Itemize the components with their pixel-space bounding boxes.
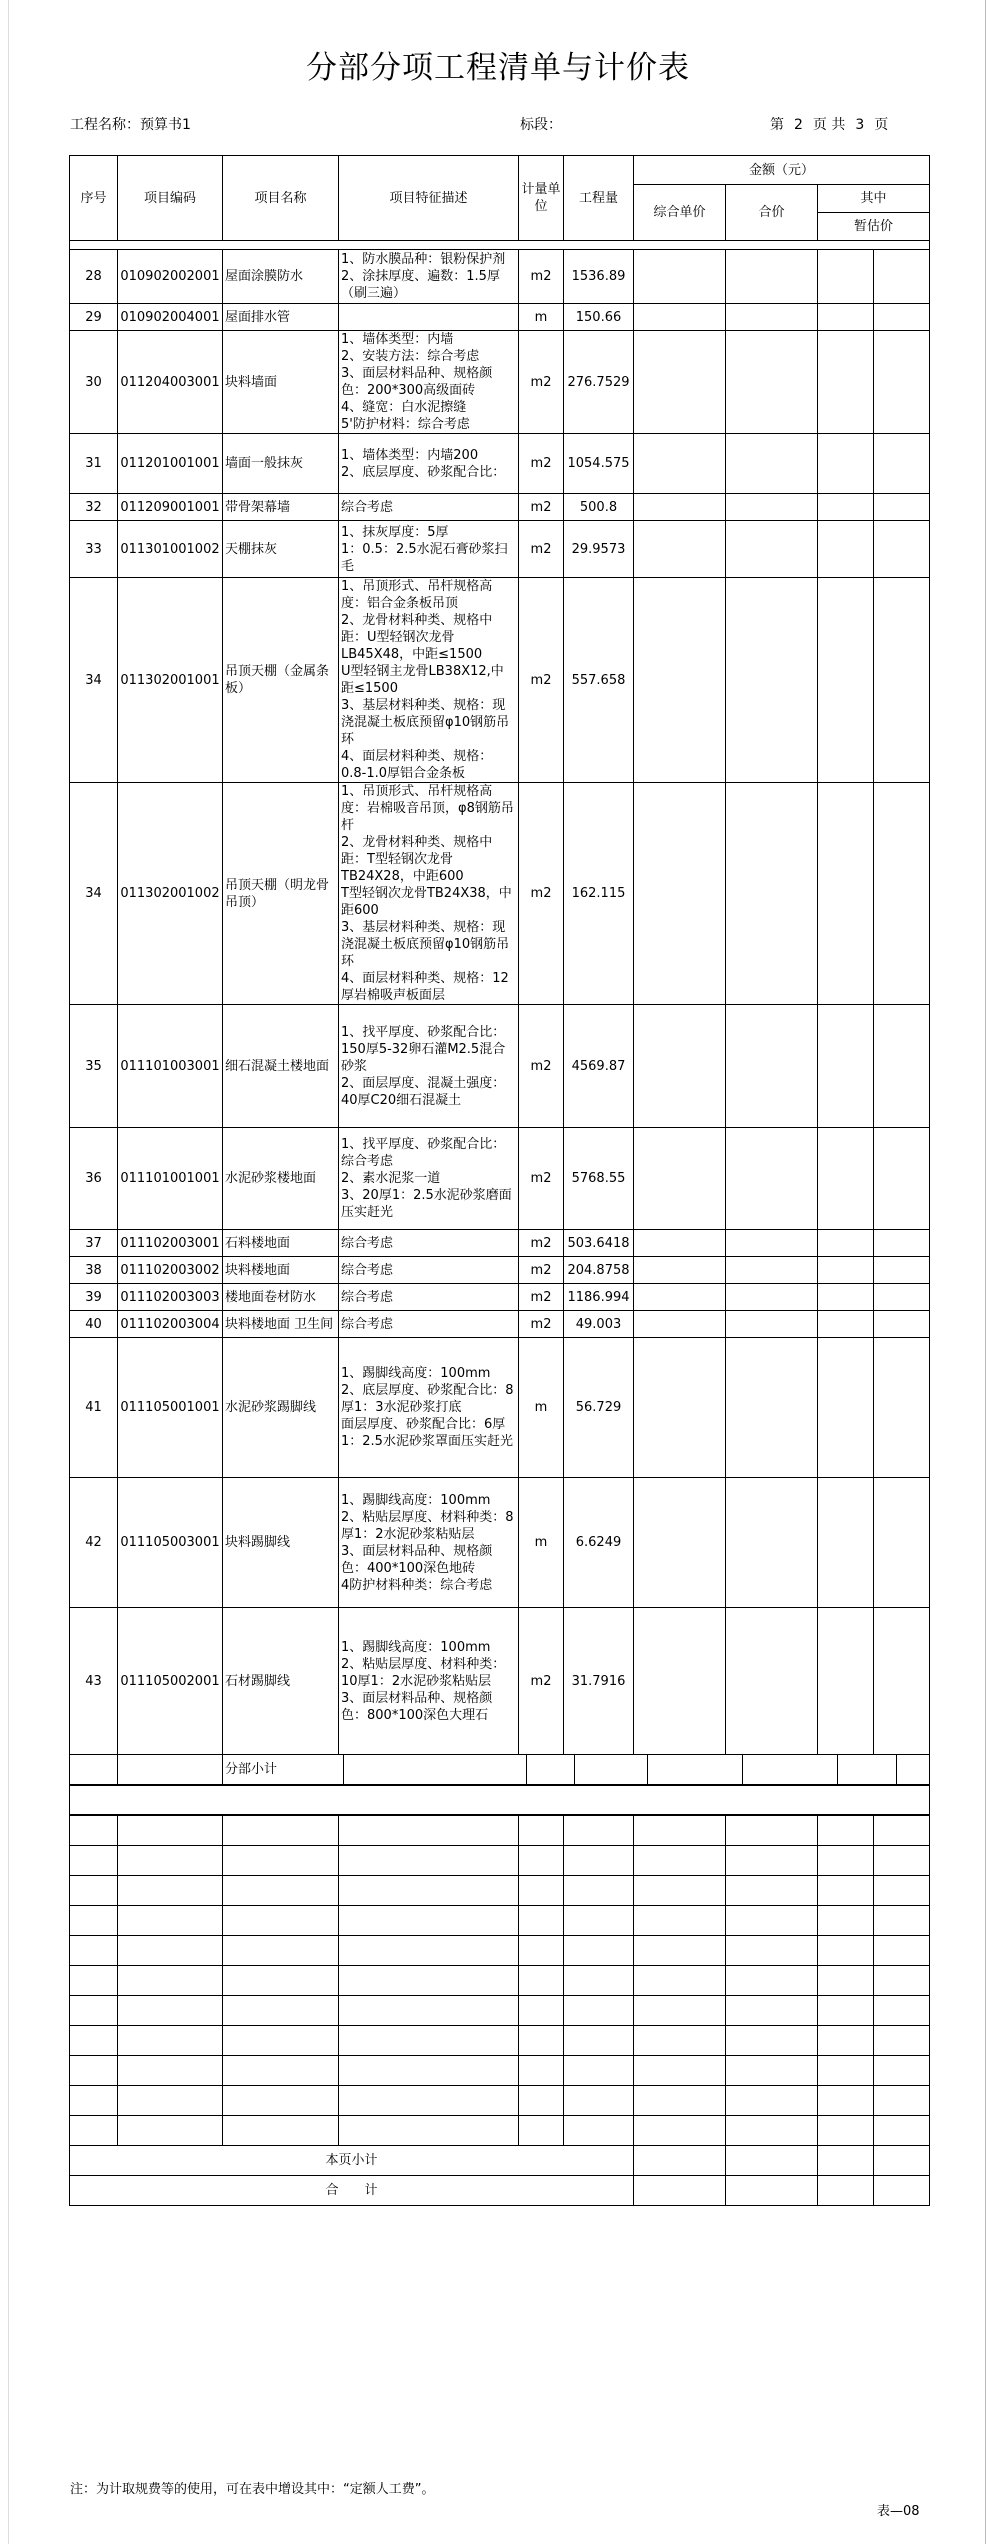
row-name: 水泥砂浆楼地面	[223, 1128, 339, 1230]
grand-total-row	[70, 2176, 930, 2206]
row-name: 块料墙面	[223, 331, 339, 434]
row-desc	[339, 304, 519, 331]
page-prefix: 第	[770, 117, 784, 133]
page-title: 分部分项工程清单与计价表	[306, 50, 690, 86]
row-amount-cell	[634, 1128, 726, 1230]
row-amount-cell	[874, 494, 930, 521]
row-amount-cell	[874, 783, 930, 1005]
header-qty: 工程量	[564, 156, 634, 241]
row-no: 42	[70, 1478, 118, 1608]
table-row	[70, 304, 930, 331]
row-qty: 162.115	[564, 783, 634, 1005]
row-amount-cell	[874, 434, 930, 494]
row-name: 吊顶天棚（金属条板）	[223, 578, 339, 783]
row-qty: 276.7529	[564, 331, 634, 434]
row-code: 011105001001	[118, 1338, 223, 1478]
row-qty: 1536.89	[564, 250, 634, 304]
row-name: 屋面排水管	[223, 304, 339, 331]
row-code: 010902002001	[118, 250, 223, 304]
row-unit: m2	[519, 250, 564, 304]
row-code: 011102003001	[118, 1230, 223, 1257]
page-total: 3	[855, 117, 865, 133]
row-amount-cell	[634, 521, 726, 578]
row-name: 块料踢脚线	[223, 1478, 339, 1608]
row-unit: m2	[519, 434, 564, 494]
row-desc: 1、墙体类型：内墙200 2、底层厚度、砂浆配合比：	[339, 434, 519, 494]
row-name: 吊顶天棚（明龙骨吊顶）	[223, 783, 339, 1005]
header-provisional: 暂估价	[818, 213, 930, 241]
table-row	[70, 1284, 930, 1311]
page-indicator	[770, 114, 898, 134]
row-amount-cell	[874, 1608, 930, 1755]
table-row	[70, 1128, 930, 1230]
page-edge-right	[985, 0, 986, 2544]
row-amount-cell	[874, 1478, 930, 1608]
row-amount-cell	[818, 1128, 874, 1230]
row-amount-cell	[634, 1311, 726, 1338]
row-desc: 1、吊顶形式、吊杆规格高度：铝合金条板吊顶 2、龙骨材料种类、规格中距：U型轻钢次龙骨LB45X48，中距≤1500 U型轻钢主龙骨LB38X12,中距≤1500 3、基层材料种类、规格：现浇混凝土板底预留φ10钢筋吊环 4、面层材料种类、规格：0.8-1.0厚铝合金条板	[339, 578, 519, 783]
row-amount-cell	[726, 783, 818, 1005]
row-code: 011201001001	[118, 434, 223, 494]
row-amount-cell	[634, 494, 726, 521]
row-no: 40	[70, 1311, 118, 1338]
row-unit: m2	[519, 521, 564, 578]
blank-row	[70, 1815, 930, 1846]
row-amount-cell	[726, 304, 818, 331]
row-unit: m	[519, 1338, 564, 1478]
row-amount-cell	[874, 304, 930, 331]
row-qty: 4569.87	[564, 1005, 634, 1128]
row-amount-cell	[874, 1230, 930, 1257]
row-desc: 综合考虑	[339, 494, 519, 521]
row-amount-cell	[818, 1230, 874, 1257]
row-amount-cell	[634, 578, 726, 783]
row-no: 43	[70, 1608, 118, 1755]
row-no: 38	[70, 1257, 118, 1284]
page-subtotal-label: 本页小计	[70, 2146, 634, 2176]
header-total: 合价	[726, 185, 818, 241]
row-desc: 综合考虑	[339, 1230, 519, 1257]
row-unit: m2	[519, 1311, 564, 1338]
row-name: 墙面一般抹灰	[223, 434, 339, 494]
row-amount-cell	[726, 1311, 818, 1338]
header-desc: 项目特征描述	[339, 156, 519, 241]
page-subtotal-row	[70, 2146, 930, 2176]
row-desc: 1、墙体类型：内墙 2、安装方法：综合考虑 3、面层材料品种、规格颜色：200*300高级面砖 4、缝宽：白水泥擦缝 5'防护材料：综合考虑	[339, 331, 519, 434]
blank-row	[70, 2056, 930, 2086]
row-amount-cell	[726, 331, 818, 434]
form-number: 表—08	[877, 2504, 920, 2519]
row-qty: 6.6249	[564, 1478, 634, 1608]
row-code: 011105002001	[118, 1608, 223, 1755]
row-amount-cell	[818, 1257, 874, 1284]
row-amount-cell	[726, 1608, 818, 1755]
header-code: 项目编码	[118, 156, 223, 241]
row-no: 29	[70, 304, 118, 331]
row-amount-cell	[818, 250, 874, 304]
table-row	[70, 1230, 930, 1257]
row-amount-cell	[874, 331, 930, 434]
footer-note: 注：为计取规费等的使用，可在表中增设其中：“定额人工费”。	[70, 2482, 435, 2497]
row-code: 010902004001	[118, 304, 223, 331]
row-unit: m	[519, 304, 564, 331]
row-amount-cell	[818, 1005, 874, 1128]
row-amount-cell	[726, 521, 818, 578]
row-amount-cell	[818, 578, 874, 783]
row-amount-cell	[726, 578, 818, 783]
row-qty: 56.729	[564, 1338, 634, 1478]
row-qty: 204.8758	[564, 1257, 634, 1284]
row-unit: m2	[519, 1128, 564, 1230]
row-no: 32	[70, 494, 118, 521]
row-no: 39	[70, 1284, 118, 1311]
bill-table	[69, 155, 930, 2206]
row-amount-cell	[818, 1284, 874, 1311]
row-name: 水泥砂浆踢脚线	[223, 1338, 339, 1478]
row-name: 块料楼地面	[223, 1257, 339, 1284]
row-qty: 1186.994	[564, 1284, 634, 1311]
row-code: 011102003002	[118, 1257, 223, 1284]
row-amount-cell	[634, 783, 726, 1005]
row-unit: m2	[519, 1608, 564, 1755]
row-amount-cell	[634, 1608, 726, 1755]
header-of-which: 其中	[818, 185, 930, 213]
blank-row	[70, 1876, 930, 1906]
row-amount-cell	[874, 250, 930, 304]
row-amount-cell	[634, 304, 726, 331]
header-no: 序号	[70, 156, 118, 241]
row-qty: 503.6418	[564, 1230, 634, 1257]
row-amount-cell	[874, 1284, 930, 1311]
row-desc: 1、找平厚度、砂浆配合比：综合考虑 2、素水泥浆一道 3、20厚1：2.5水泥砂浆磨面压实赶光	[339, 1128, 519, 1230]
row-amount-cell	[726, 434, 818, 494]
blank-rows	[70, 1815, 930, 2146]
header-amount: 金额（元）	[634, 156, 930, 185]
row-no: 37	[70, 1230, 118, 1257]
row-no: 41	[70, 1338, 118, 1478]
section-label-text: 标段：	[520, 117, 562, 133]
row-amount-cell	[634, 1338, 726, 1478]
row-desc: 1、踢脚线高度：100mm 2、底层厚度、砂浆配合比：8厚1：3水泥砂浆打底 面层厚度、砂浆配合比：6厚1：2.5水泥砂浆罩面压实赶光	[339, 1338, 519, 1478]
row-qty: 1054.575	[564, 434, 634, 494]
blank-row	[70, 1996, 930, 2026]
row-code: 011209001001	[118, 494, 223, 521]
row-amount-cell	[818, 1338, 874, 1478]
bill-rows	[70, 250, 930, 1755]
row-amount-cell	[726, 494, 818, 521]
table-row	[70, 783, 930, 1005]
row-name: 石材踢脚线	[223, 1608, 339, 1755]
row-name: 细石混凝土楼地面	[223, 1005, 339, 1128]
row-name: 带骨架幕墙	[223, 494, 339, 521]
row-amount-cell	[634, 434, 726, 494]
row-no: 30	[70, 331, 118, 434]
row-amount-cell	[818, 494, 874, 521]
row-amount-cell	[818, 1478, 874, 1608]
project-name	[70, 114, 201, 134]
row-unit: m2	[519, 783, 564, 1005]
row-amount-cell	[818, 331, 874, 434]
blank-row	[70, 1966, 930, 1996]
row-amount-cell	[726, 250, 818, 304]
row-no: 31	[70, 434, 118, 494]
blank-row	[70, 1906, 930, 1936]
blank-row	[70, 1936, 930, 1966]
row-amount-cell	[874, 1338, 930, 1478]
page-suffix: 页	[874, 117, 889, 133]
row-amount-cell	[726, 1338, 818, 1478]
grand-total-label: 合 计	[70, 2176, 634, 2206]
row-amount-cell	[874, 1257, 930, 1284]
row-desc: 1、吊顶形式、吊杆规格高度：岩棉吸音吊顶，φ8钢筋吊杆 2、龙骨材料种类、规格中距：T型轻钢次龙骨TB24X28，中距600 T型轻钢次龙骨TB24X38，中距600 3、基层材料种类、规格：现浇混凝土板底预留φ10钢筋吊环 4、面层材料种类、规格：12厚岩棉吸声板面层	[339, 783, 519, 1005]
row-unit: m2	[519, 331, 564, 434]
row-no: 35	[70, 1005, 118, 1128]
project-label: 工程名称：	[70, 117, 140, 133]
row-amount-cell	[726, 1005, 818, 1128]
row-qty: 150.66	[564, 304, 634, 331]
row-desc: 综合考虑	[339, 1311, 519, 1338]
row-code: 011301001002	[118, 521, 223, 578]
row-unit: m2	[519, 1257, 564, 1284]
row-qty: 49.003	[564, 1311, 634, 1338]
header-unit-price: 综合单价	[634, 185, 726, 241]
table-row	[70, 331, 930, 434]
header-unit: 计量单位	[519, 156, 564, 241]
row-unit: m2	[519, 1230, 564, 1257]
row-code: 011302001002	[118, 783, 223, 1005]
row-no: 36	[70, 1128, 118, 1230]
blank-row	[70, 1846, 930, 1876]
row-name: 屋面涂膜防水	[223, 250, 339, 304]
row-name: 天棚抹灰	[223, 521, 339, 578]
row-amount-cell	[818, 783, 874, 1005]
row-amount-cell	[726, 1478, 818, 1608]
blank-row	[70, 2086, 930, 2116]
table-row	[70, 434, 930, 494]
subtotal-code	[118, 1755, 223, 1786]
row-amount-cell	[874, 578, 930, 783]
row-amount-cell	[874, 521, 930, 578]
row-no: 28	[70, 250, 118, 304]
section-gap	[70, 1785, 930, 1815]
subtotal-label: 分部小计	[223, 1755, 344, 1784]
row-amount-cell	[634, 1478, 726, 1608]
row-amount-cell	[726, 1257, 818, 1284]
row-unit: m2	[519, 1005, 564, 1128]
table-row	[70, 521, 930, 578]
table-row	[70, 578, 930, 783]
row-name: 块料楼地面 卫生间	[223, 1311, 339, 1338]
row-amount-cell	[726, 1230, 818, 1257]
row-code: 011101003001	[118, 1005, 223, 1128]
table-row	[70, 1478, 930, 1608]
header-name: 项目名称	[223, 156, 339, 241]
row-qty: 31.7916	[564, 1608, 634, 1755]
row-qty: 500.8	[564, 494, 634, 521]
blank-row	[70, 2026, 930, 2056]
subtotal-no	[70, 1755, 118, 1786]
row-unit: m	[519, 1478, 564, 1608]
row-code: 011302001001	[118, 578, 223, 783]
row-amount-cell	[634, 250, 726, 304]
row-name: 楼地面卷材防水	[223, 1284, 339, 1311]
row-no: 33	[70, 521, 118, 578]
page-edge-left	[8, 0, 9, 2544]
row-qty: 557.658	[564, 578, 634, 783]
row-amount-cell	[634, 1284, 726, 1311]
row-desc: 1、抹灰厚度：5厚 1：0.5：2.5水泥石膏砂浆扫毛	[339, 521, 519, 578]
row-desc: 1、防水膜品种：银粉保护剂 2、涂抹厚度、遍数：1.5厚（刷三遍）	[339, 250, 519, 304]
row-amount-cell	[818, 1311, 874, 1338]
row-amount-cell	[818, 434, 874, 494]
row-name: 石料楼地面	[223, 1230, 339, 1257]
row-amount-cell	[874, 1311, 930, 1338]
table-row	[70, 1005, 930, 1128]
row-qty: 29.9573	[564, 521, 634, 578]
project-value: 预算书1	[140, 117, 191, 133]
header-spacer	[70, 241, 930, 250]
row-desc: 1、踢脚线高度：100mm 2、粘贴层厚度、材料种类：8厚1：2水泥砂浆粘贴层 3、面层材料品种、规格颜色：400*100深色地砖 4防护材料种类：综合考虑	[339, 1478, 519, 1608]
row-code: 011105003001	[118, 1478, 223, 1608]
row-unit: m2	[519, 1284, 564, 1311]
row-desc: 综合考虑	[339, 1284, 519, 1311]
row-amount-cell	[634, 1257, 726, 1284]
row-amount-cell	[726, 1284, 818, 1311]
row-amount-cell	[634, 1005, 726, 1128]
table-row	[70, 1608, 930, 1755]
page-mid: 页 共	[812, 117, 846, 133]
row-no: 34	[70, 783, 118, 1005]
row-desc: 综合考虑	[339, 1257, 519, 1284]
row-no: 34	[70, 578, 118, 783]
row-desc: 1、找平厚度、砂浆配合比：150厚5-32卵石灌M2.5混合砂浆 2、面层厚度、混凝土强度：40厚C20细石混凝土	[339, 1005, 519, 1128]
row-code: 011101001001	[118, 1128, 223, 1230]
row-code: 011102003003	[118, 1284, 223, 1311]
row-desc: 1、踢脚线高度：100mm 2、粘贴层厚度、材料种类：10厚1：2水泥砂浆粘贴层 3、面层材料品种、规格颜色：800*100深色大理石	[339, 1608, 519, 1755]
page-current: 2	[794, 117, 803, 133]
row-amount-cell	[818, 1608, 874, 1755]
row-amount-cell	[818, 521, 874, 578]
row-amount-cell	[634, 1230, 726, 1257]
section-label	[520, 114, 572, 134]
row-amount-cell	[726, 1128, 818, 1230]
row-amount-cell	[874, 1005, 930, 1128]
row-amount-cell	[634, 331, 726, 434]
table-row	[70, 494, 930, 521]
table-row	[70, 1311, 930, 1338]
row-amount-cell	[818, 304, 874, 331]
table-row	[70, 250, 930, 304]
row-qty: 5768.55	[564, 1128, 634, 1230]
row-amount-cell	[874, 1128, 930, 1230]
row-code: 011204003001	[118, 331, 223, 434]
table-row	[70, 1257, 930, 1284]
row-code: 011102003004	[118, 1311, 223, 1338]
row-unit: m2	[519, 578, 564, 783]
row-unit: m2	[519, 494, 564, 521]
blank-row	[70, 2116, 930, 2146]
table-row	[70, 1338, 930, 1478]
